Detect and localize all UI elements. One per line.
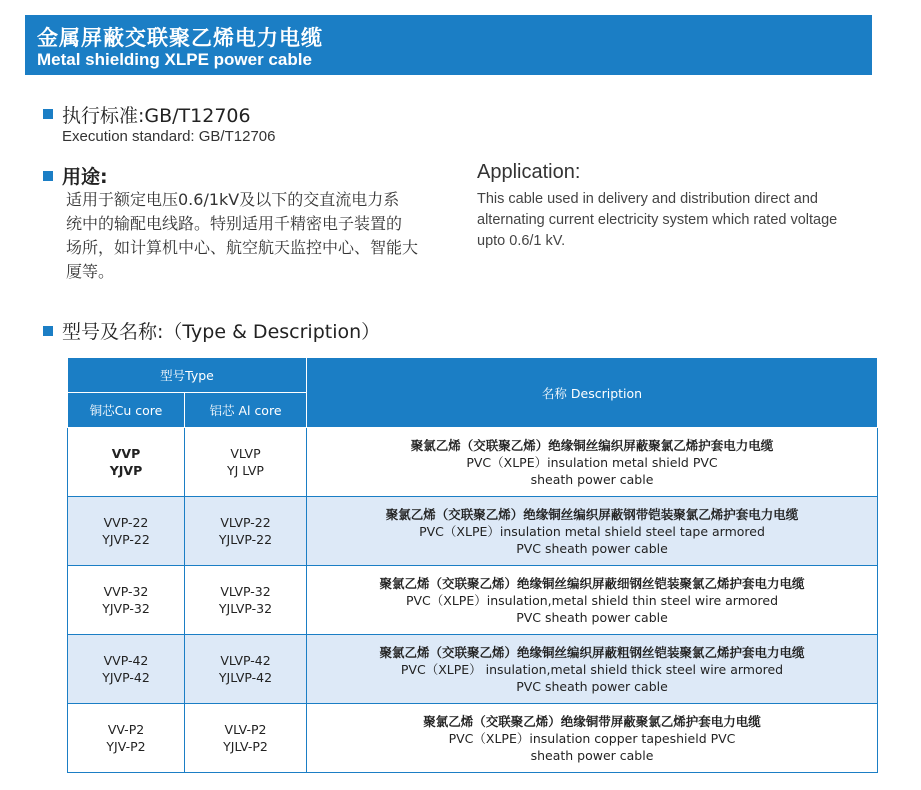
- cu-model: VVP: [111, 446, 141, 461]
- cu-cell: [68, 566, 185, 635]
- header-cu-core: 铜芯Cu core: [68, 393, 185, 428]
- table-row: [68, 566, 878, 635]
- al-model: YJ LVP: [227, 463, 264, 478]
- desc-cn: 聚氯乙烯（交联聚乙烯）绝缘铜丝编织屏蔽粗钢丝铠装聚氯乙烯护套电力电缆: [379, 644, 805, 660]
- application-line: alternating current electricity system which rated voltage: [477, 212, 838, 228]
- cu-model: VVP-42: [103, 653, 149, 668]
- usage-line: 统中的输配电线路。特别适用千精密电子装置的: [66, 214, 403, 233]
- cu-model: VVP-32: [103, 584, 149, 599]
- usage-title: 用途:: [62, 166, 108, 188]
- usage-line: 场所，如计算机中心、航空航天监控中心、智能大: [66, 238, 419, 257]
- type-description-table: [67, 357, 878, 773]
- header-description: 名称 Description: [307, 358, 878, 428]
- title-cn: 金属屏蔽交联聚乙烯电力电缆: [37, 26, 323, 50]
- desc-cell: [307, 497, 878, 566]
- header-al-core: 铝芯 Al core: [185, 393, 307, 428]
- al-model: YJLVP-32: [218, 601, 273, 616]
- cu-cell: [68, 635, 185, 704]
- table-row: [68, 635, 878, 704]
- bullet-square-icon: [43, 326, 53, 336]
- usage-line: 厦等。: [66, 262, 115, 281]
- al-cell: [185, 704, 307, 773]
- desc-en: PVC（XLPE） insulation,metal shield thick steel wire armored: [400, 661, 784, 677]
- al-cell: [185, 497, 307, 566]
- cu-model: VV-P2: [107, 722, 145, 737]
- desc-en: PVC（XLPE）insulation,metal shield thin steel wire armored: [405, 592, 779, 608]
- desc-cell: [307, 635, 878, 704]
- desc-cn: 聚氯乙烯（交联聚乙烯）绝缘铜丝编织屏蔽聚氯乙烯护套电力电缆: [410, 437, 774, 453]
- al-model: YJLVP-42: [218, 670, 273, 685]
- cu-model: YJVP-42: [102, 670, 150, 685]
- title-banner: [25, 15, 872, 75]
- cu-cell: [68, 704, 185, 773]
- desc-cell: [307, 428, 878, 497]
- al-cell: [185, 566, 307, 635]
- desc-en: PVC sheath power cable: [516, 609, 668, 625]
- bullet-square-icon: [43, 171, 53, 181]
- desc-en: PVC（XLPE）insulation copper tapeshield PVC: [448, 730, 736, 746]
- al-model: VLVP-32: [220, 584, 271, 599]
- types-title: 型号及名称:（Type & Description）: [62, 321, 381, 343]
- standard-title: 执行标准:GB/T12706: [62, 105, 251, 127]
- table-row: [68, 428, 878, 497]
- desc-en: PVC（XLPE）insulation metal shield PVC: [466, 454, 718, 470]
- desc-cn: 聚氯乙烯（交联聚乙烯）绝缘铜丝编织屏蔽钢带铠装聚氯乙烯护套电力电缆: [385, 506, 799, 522]
- al-cell: [185, 428, 307, 497]
- application-line: upto 0.6/1 kV.: [477, 233, 566, 249]
- al-model: VLVP-22: [220, 515, 271, 530]
- standard-subtitle: Execution standard: GB/T12706: [62, 128, 276, 145]
- desc-en: PVC sheath power cable: [516, 540, 668, 556]
- usage-text-cn: [66, 188, 456, 284]
- desc-cell: [307, 566, 878, 635]
- cu-cell: [68, 428, 185, 497]
- table-row: [68, 704, 878, 773]
- desc-cn: 聚氯乙烯（交联聚乙烯）绝缘铜带屏蔽聚氯乙烯护套电力电缆: [423, 713, 761, 729]
- bullet-square-icon: [43, 109, 53, 119]
- table-row: [68, 497, 878, 566]
- desc-cn: 聚氯乙烯（交联聚乙烯）绝缘铜丝编织屏蔽细钢丝铠装聚氯乙烯护套电力电缆: [379, 575, 805, 591]
- application-title: Application:: [477, 161, 581, 183]
- desc-en: PVC sheath power cable: [516, 678, 668, 694]
- al-model: VLVP: [230, 446, 261, 461]
- desc-en: PVC（XLPE）insulation metal shield steel tape armored: [419, 523, 765, 539]
- al-model: VLVP-42: [220, 653, 271, 668]
- al-model: YJLV-P2: [223, 739, 268, 754]
- desc-cell: [307, 704, 878, 773]
- cu-cell: [68, 497, 185, 566]
- application-line: This cable used in delivery and distribution direct and: [477, 191, 818, 207]
- header-type: 型号Type: [68, 358, 307, 393]
- usage-line: 适用于额定电压0.6/1kV及以下的交直流电力系: [66, 190, 400, 209]
- application-text-en: [477, 189, 877, 252]
- cu-model: YJVP-32: [102, 601, 150, 616]
- title-en: Metal shielding XLPE power cable: [37, 50, 312, 69]
- desc-en: sheath power cable: [530, 747, 654, 763]
- cu-model: YJV-P2: [106, 739, 146, 754]
- al-model: VLV-P2: [224, 722, 267, 737]
- al-cell: [185, 635, 307, 704]
- cu-model: VVP-22: [103, 515, 149, 530]
- al-model: YJLVP-22: [218, 532, 273, 547]
- cu-model: YJVP: [109, 463, 143, 478]
- cu-model: YJVP-22: [102, 532, 150, 547]
- desc-en: sheath power cable: [530, 471, 654, 487]
